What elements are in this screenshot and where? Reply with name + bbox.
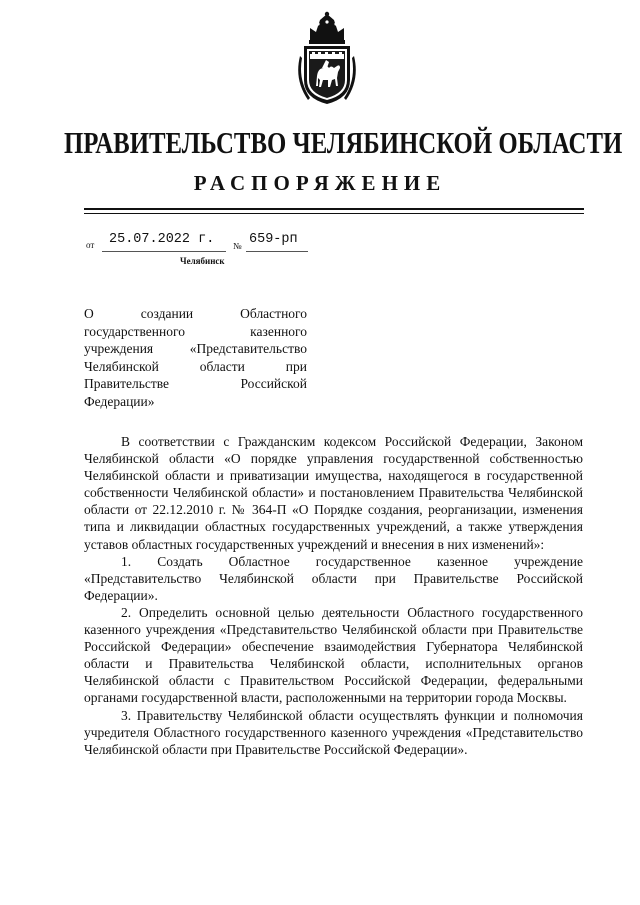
header-rule-thin [84,213,584,214]
document-kind: РАСПОРЯЖЕНИЕ [193,171,447,195]
document-subject: О создании Областного государственного казенного учреждения «Представительство Челябинской области при Правительстве Российской Федерации» [84,306,307,409]
document-date: 25.07.2022 г. [109,232,215,247]
government-title: ПРАВИТЕЛЬСТВО ЧЕЛЯБИНСКОЙ ОБЛАСТИ [64,125,623,160]
document-body [84,433,583,758]
city-label: Челябинск [180,256,225,266]
date-prefix: от [86,240,95,250]
number-underline [246,251,308,252]
preamble-paragraph: В соответствии с Гражданским кодексом Российской Федерации, Законом Челябинской области «О порядке управления государственной собственностью Челябинской области и приватизации имущества, находящегося в государственной собственности Челябинской области» и постановлением Правительства Челябинской области от 22.12.2010 г. № 364-П «О Порядке создания, реорганизации, изменения типа и ликвидации областных государственных учреждений, а также утверждения уставов областных государственных учреждений и внесения в них изменений»: [84,434,583,552]
date-underline [102,251,226,252]
chelyabinsk-coat-of-arms-icon [296,10,358,106]
header-rule-thick [84,208,584,210]
clause-2-paragraph: 2. Определить основной целью деятельности Областного государственного казенного учреждения «Представительство Челябинской области при Правительстве Российской Федерации» обеспечение взаимодействия Губернатора Челябинской области и Правительства Челябинской области, исполнительных органов Челябинской области с Правительством Российской Федерации, федеральными органами государственной власти, расположенными на территории города Москвы. [84,604,583,706]
clause-1-paragraph: 1. Создать Областное государственное казенное учреждение «Представительство Челябинской области при Правительстве Российской Федерации». [84,553,583,603]
number-prefix: № [233,241,242,251]
document-number: 659-рп [249,232,298,247]
clause-3-paragraph: 3. Правительству Челябинской области осуществлять функции и полномочия учредителя Областного государственного казенного учреждения «Представительство Челябинской области при Правительстве Российской Федерации». [84,707,583,757]
